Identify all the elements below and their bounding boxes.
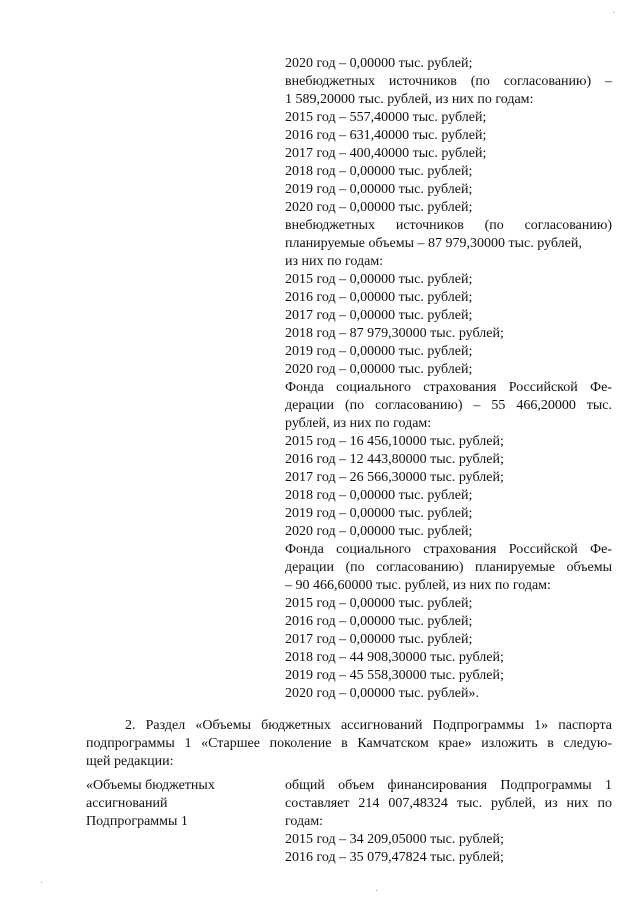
list-line: Фонда социального страхования Российской Фе- (285, 380, 612, 395)
list-line: 2016 год – 0,00000 тыс. рублей; (285, 614, 473, 629)
list-line: 2017 год – 400,40000 тыс. рублей; (285, 146, 487, 161)
list-line: 2016 год – 12 443,80000 тыс. рублей; (285, 452, 504, 467)
table-content-line: общий объем финансирования Подпрограммы 1 (285, 778, 612, 793)
paragraph-line: 2. Раздел «Объемы бюджетных ассигнований Подпрограммы 1» паспорта (125, 718, 612, 733)
scan-mark: · (40, 878, 44, 889)
list-line: 2019 год – 45 558,30000 тыс. рублей; (285, 668, 504, 683)
list-line: из них по годам: (285, 254, 384, 269)
list-line: 2015 год – 0,00000 тыс. рублей; (285, 272, 473, 287)
table-content-line: 2016 год – 35 079,47824 тыс. рублей; (285, 850, 504, 865)
list-line: 2016 год – 0,00000 тыс. рублей; (285, 290, 473, 305)
list-line: 2015 год – 557,40000 тыс. рублей; (285, 110, 487, 125)
list-line: 2016 год – 631,40000 тыс. рублей; (285, 128, 487, 143)
table-content-line: годам: (285, 814, 324, 829)
list-line: 2020 год – 0,00000 тыс. рублей; (285, 56, 473, 71)
list-line: внебюджетных источников (по согласованию) – (285, 74, 612, 89)
list-line: 2017 год – 0,00000 тыс. рублей; (285, 632, 473, 647)
list-line: 2018 год – 87 979,30000 тыс. рублей; (285, 326, 504, 341)
list-line: 2018 год – 0,00000 тыс. рублей; (285, 488, 473, 503)
table-label-line: Подпрограммы 1 (86, 814, 188, 829)
list-line: 2019 год – 0,00000 тыс. рублей; (285, 506, 473, 521)
list-line: 2019 год – 0,00000 тыс. рублей; (285, 344, 473, 359)
list-line: 2020 год – 0,00000 тыс. рублей». (285, 686, 479, 701)
table-content-line: 2015 год – 34 209,05000 тыс. рублей; (285, 832, 504, 847)
list-line: планируемые объемы – 87 979,30000 тыс. рублей, (285, 236, 582, 251)
list-line: 2017 год – 26 566,30000 тыс. рублей; (285, 470, 504, 485)
table-label-line: ассигнований (86, 796, 168, 811)
list-line: дерации (по согласованию) – 55 466,20000 тыс. (285, 398, 612, 413)
table-label-line: «Объемы бюджетных (86, 778, 215, 793)
scan-mark: · (375, 886, 379, 897)
list-line: – 90 466,60000 тыс. рублей, из них по годам: (285, 578, 551, 593)
paragraph-line: щей редакции: (86, 754, 174, 769)
list-line: 1 589,20000 тыс. рублей, из них по годам: (285, 92, 534, 107)
list-line: 2020 год – 0,00000 тыс. рублей; (285, 200, 473, 215)
list-line: 2020 год – 0,00000 тыс. рублей; (285, 524, 473, 539)
list-line: 2020 год – 0,00000 тыс. рублей; (285, 362, 473, 377)
list-line: 2018 год – 44 908,30000 тыс. рублей; (285, 650, 504, 665)
paragraph-line: подпрограммы 1 «Старшее поколение в Камчатском крае» изложить в следую- (86, 736, 612, 751)
list-line: 2018 год – 0,00000 тыс. рублей; (285, 164, 473, 179)
list-line: дерации (по согласованию) планируемые объемы (285, 560, 612, 575)
table-content-line: составляет 214 007,48324 тыс. рублей, из них по (285, 796, 612, 811)
list-line: рублей, из них по годам: (285, 416, 432, 431)
list-line: Фонда социального страхования Российской Фе- (285, 542, 612, 557)
list-line: 2015 год – 16 456,10000 тыс. рублей; (285, 434, 504, 449)
list-line: 2017 год – 0,00000 тыс. рублей; (285, 308, 473, 323)
scan-mark: · (612, 8, 616, 19)
list-line: 2019 год – 0,00000 тыс. рублей; (285, 182, 473, 197)
list-line: 2015 год – 0,00000 тыс. рублей; (285, 596, 473, 611)
list-line: внебюджетных источников (по согласованию) (285, 218, 612, 233)
